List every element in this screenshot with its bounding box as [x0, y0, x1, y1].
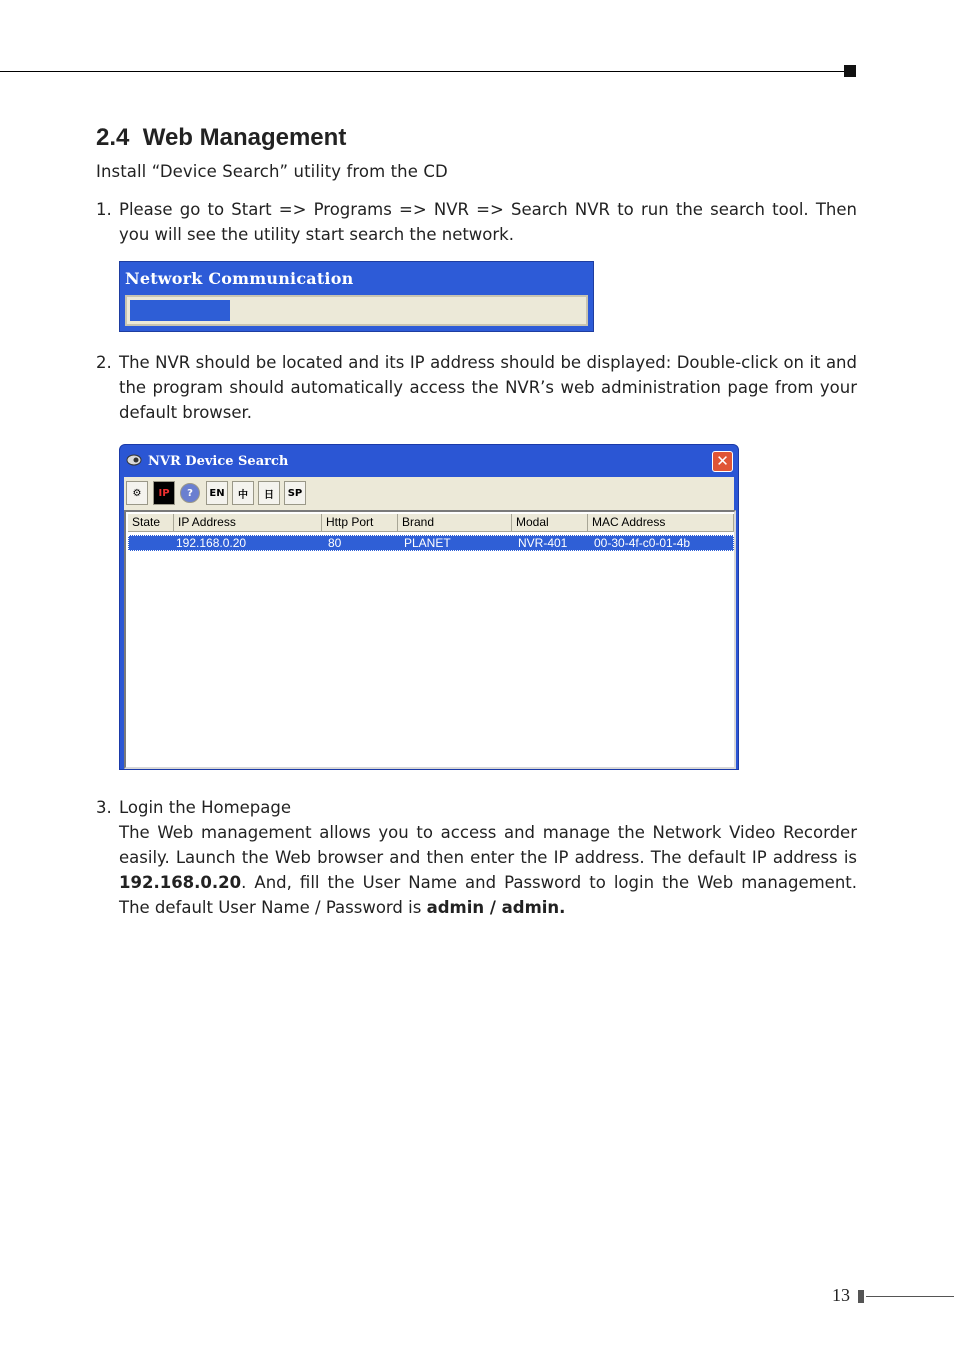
network-communication-window [119, 261, 594, 332]
nvr-window-title: NVR Device Search [148, 454, 289, 469]
table-cell: 80 [328, 536, 342, 550]
default-ip: 192.168.0.20 [119, 873, 242, 892]
help-icon[interactable]: ? [180, 483, 200, 503]
header-rule [0, 71, 846, 72]
column-header[interactable]: Http Port [322, 514, 398, 532]
step-2-number: 2. [96, 353, 112, 372]
step-1-text: Please go to Start => Programs => NVR => Search NVR to run the search tool. Then you will see the utility start search the network. [119, 200, 857, 244]
step-3-title: Login the Homepage [119, 798, 292, 817]
step-3-text [119, 820, 857, 920]
intro-text: Install “Device Search” utility from the CD [96, 162, 448, 181]
step-1-number: 1. [96, 200, 112, 219]
table-cell: 192.168.0.20 [176, 536, 247, 550]
nvr-device-search-window [119, 444, 739, 770]
table-row[interactable] [128, 535, 734, 551]
camera-icon [126, 454, 142, 466]
section-title: 2.4 Web Management [96, 124, 347, 151]
page-number: 13 [832, 1285, 850, 1305]
progress-bar [125, 295, 588, 326]
header-square-mark [844, 65, 856, 77]
network-window-title: Network Communication [125, 269, 354, 288]
device-list[interactable] [124, 510, 736, 769]
ip-icon[interactable]: IP [153, 481, 175, 505]
column-header[interactable]: IP Address [174, 514, 322, 532]
progress-fill [130, 300, 230, 321]
column-header[interactable]: Modal [512, 514, 588, 532]
step-3-number: 3. [96, 798, 112, 817]
table-cell: 00-30-4f-c0-01-4b [594, 536, 691, 550]
step-3-text-b: . And, fill the User Name and Password to login the Web management. The default User Name / Password is [119, 873, 857, 917]
footer-rule [866, 1296, 954, 1297]
lang-jp-icon[interactable]: 日 [258, 481, 280, 505]
nvr-window-body [124, 477, 734, 765]
column-header[interactable]: Brand [398, 514, 512, 532]
lang-sp-icon[interactable]: SP [284, 481, 306, 505]
default-credentials: admin / admin. [426, 898, 566, 917]
column-header[interactable]: State [128, 514, 174, 532]
table-cell: NVR-401 [518, 536, 568, 550]
list-header [128, 514, 734, 532]
close-icon[interactable]: ✕ [712, 451, 733, 472]
step-3-text-a: The Web management allows you to access and manage the Network Video Recorder easily. Launch the Web browser and then enter the IP address. The default IP address is [119, 823, 857, 867]
lang-zh-icon[interactable]: 中 [232, 481, 254, 505]
table-cell: PLANET [404, 536, 451, 550]
column-header[interactable]: MAC Address [588, 514, 734, 532]
search-gear-icon[interactable]: ⚙ [126, 481, 148, 505]
step-2-text: The NVR should be located and its IP address should be displayed: Double-click on it and the program should automatically access the NVR’s web administration page from your default browser. [119, 353, 857, 422]
footer-mark [858, 1290, 864, 1303]
lang-en-icon[interactable]: EN [206, 481, 228, 505]
